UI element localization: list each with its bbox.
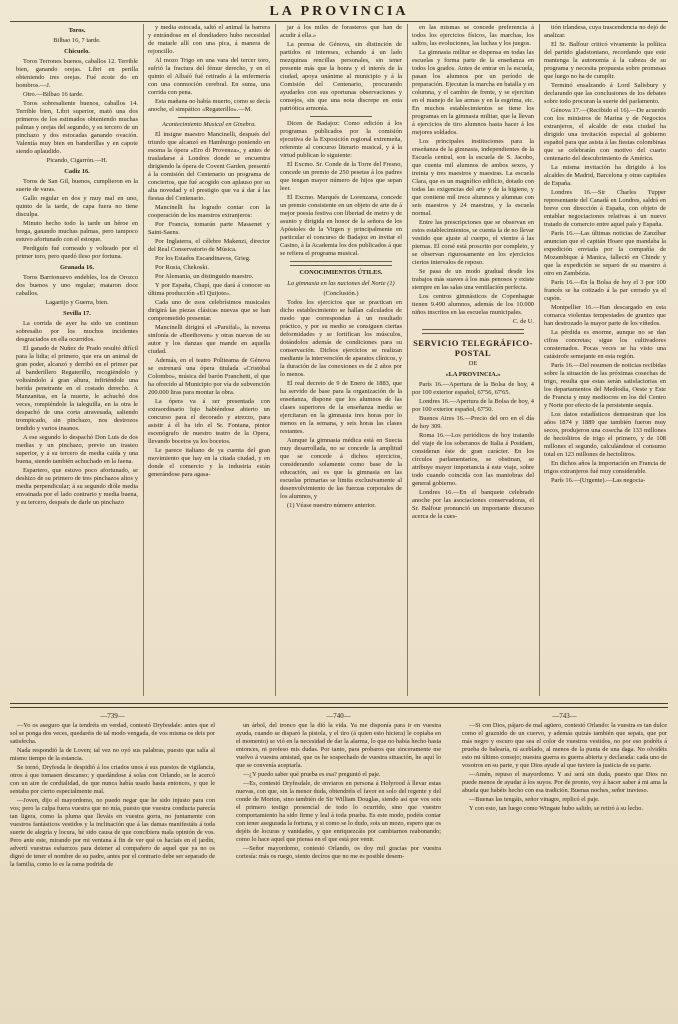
column-5	[544, 24, 666, 701]
feuilleton-divider	[10, 703, 668, 708]
paragraph: jar á los miles de forasteros que han de acudir á ella.»	[280, 24, 402, 39]
paragraph: La corrida de ayer ha sido un continuo sobresalto por los muchos incidentes desgraciados en ella ocurridos.	[16, 320, 138, 343]
paragraph: Perdiguín fué corneado y volteado por el primer toro, pero quedó ileso por fortuna.	[16, 245, 138, 260]
column-rule	[539, 24, 540, 696]
heading: Picando, Cigarròn.—H.	[46, 157, 108, 164]
paragraph: En dichos años la importación en Francia de trigos extranjeros fué muy considerable.	[544, 460, 666, 475]
feuilleton-paragraph: Nada respondió la de Loven; tal vez no oyó sus palabras, puesto que salía al mismo tiempo de la estancia.	[10, 747, 215, 762]
feuilleton-paragraph: —Buenas las tengáis, señor vinagre, replicó el paje.	[469, 796, 600, 803]
feuilleton-paragraph: —Señor mayordomo, contestó Orlando, os doy mil gracias por vuestra cortesía: más os ruego, siento decíros que no me es posible desem-	[236, 845, 441, 860]
paragraph: Londres 16.—Apertura de la Bolsa de hoy, 4 por 100 exterior español, 67'50.	[412, 398, 534, 413]
heading: La gimnasia en las naciones del Norte (1)	[287, 280, 395, 287]
heading: CONOCIMIENTOS ÚTILES.	[299, 269, 383, 276]
heading: «LA PROVINCIA.»	[445, 371, 501, 378]
paragraph: Los principales instituciones para la enseñanza de la gimnasia, independientes de la Escuela central, son la escuela de S. Jacobo, que cuenta mil alumnos de ambos sexos, y treinta y tres maestros y maestras. La escuela Clara, que es un magnífico edificio, dotado con todas las exigencias del arte y de la higiene, y que contiene mil trece alumnos y alumnas con seis maestros y 24 maestras, y la escuela normal.	[412, 138, 534, 217]
paragraph: El ganado de Nuñez de Prado resultó difícil para la lidia; el primero, que era un animal de gran poder, alcanzó y derribó en el primer par al banderillero Regaterillo, recogiéndolo y volteándolo á gran altura, infiriéndole una herida penetrante en el costado derecho. A Manzanitas, en la muerte, le achuchó dos veces, rompiéndole la taleguilla, en la otra le despachó de una corta atravesada, saliendo trompicado, sin pinchazo, nos destrozos tendido y varios insanos.	[16, 345, 138, 432]
paragraph: Además, en el teatro Politeama de Génova se estrenará una ópera titulada «Cristóbal Colombo», música del barón Franchetti, el que ha ofrecido al Municipio por vía de subvención 200.000 liras para montar la obra.	[148, 357, 270, 396]
paragraph: París 16.—Del resumen de noticias recibidas sobre la situación de las próximas cosechas de trigo, resulta que estas serán satisfactorias en los departamentos del Mediodía, Oeste y Este de Francia y muy mediocres en los del Centro y Norte por efecto de la persistente sequía.	[544, 362, 666, 409]
paragraph: Espartero, que estuvo poco afortunado, se deshizo de su primero de tres pinchazos altos y media perpendicular; á su segundo dióle media envainada por el lado contrario y media buena, y su tercero, después de darle un pinchazo	[16, 467, 138, 506]
paragraph: Buenos Aires 16.—Precio del oro en el día de hoy 309.	[412, 415, 534, 430]
paragraph: Por los Estados Escandinavos, Grieg.	[155, 255, 251, 262]
paragraph: París 16.—Apertura de la Bolsa de hoy, 4 por 100 exterior español, 67'56, 67'65.	[412, 381, 534, 396]
heading: SERVICIO TELEGRÁFICO-POSTAL	[413, 338, 533, 358]
paragraph: El Excmo. Marqués de Lorenzana, concede un premio consistente en un objeto de arte de á mejor poesía festiva con libertad de metro y de asunto y dirigida en honor de la señora de los Apóstoles de la Virgen y principalmente en particular el concurso de Badajoz en invitar el Casino, á la Academia los dos publicados á que se refiera el programa musical.	[280, 194, 402, 257]
feuilleton-page-number: —743—	[552, 712, 577, 720]
paragraph: en las mismas se concede preferencia á todos los ejercicios físicos, las marchas, los saltos, las evoluciones, las luchas y los juegos.	[412, 24, 534, 47]
paragraph: A ese segundo lo despachó Don Luis de dos medias y un pinchazo, previo un trasteo superior, y á su tercero de media caída y una buena, siendo también achuchado en la faena.	[16, 434, 138, 465]
paragraph: Mancinelli dirigirá el «Parsifal», la novena sinfonía de «Beethoven» y otras nuevas de su autor y los danzas que mande en aquella ciudad.	[148, 324, 270, 355]
paragraph: Los centros gimnásticos de Copenhague tienen 9.490 alumnos, además de los 10.000 niños inscritos en las escuelas municipales.	[412, 293, 534, 316]
heading: Sevilla 17.	[63, 310, 91, 317]
feuilleton-page-number: —739—	[100, 712, 125, 720]
article-columns	[16, 24, 668, 701]
paragraph: Entre las prescripciones que se observan en estos establecimientos, se cuenta la de no llevar vestido que ajuste al cuerpo, el vientre á las piernas. El corsé está proscrito por completo, y se observan rigurosamente en los ejercicios ciertos intervalos de reposo.	[412, 219, 534, 266]
paragraph: La ópera va á ser presentada con extraordinario lujo habiéndose abierto un concurso para el decorado y atrezzo, para asistir á él ha ido el Sr. Fontana, pintor escenógrafo de nuestro teatro de la Opera, llevando bocetos ya los bocetos.	[148, 398, 270, 445]
paragraph: y media estocada, saltó el animal la barrera y entrándose en el dondiadero hubo necesidad de matarle allí con una pica, á manera de rejoncillo.	[148, 24, 270, 55]
paragraph: Dicen de Badajoz: Como edición á los programas publicados por la comisión ejecutiva de la Exposición regional extremeña, referente al concurso literario musical, y á la virtud publican lo siguiente:	[280, 120, 402, 159]
feuilleton-paragraph: —Es, contestó Dryfesdale, de enviaros en persona á Holyrood á llevar estas nuevas, con que, sin la menor duda, obtendréis el favor en solo del regente y del conde de Morton, sino también de Sir William Douglas, siendo así que vos sois el primero testigo presencial de todo lo ocurrido, sino que vuestro comportamiento ha sido firme y leal á toda prueba. Es este modo, podéis contar con tener asegurada la fortuna, y si como se lo dudo, sois un mozo, espero que os dejéis de locuras y vanidades, y que enriquezcáis por cambiarnos reabonando; como lo hace aquel que piensa en el que está por venir.	[236, 780, 441, 843]
section-double-rule	[422, 329, 524, 334]
column-rule	[407, 24, 408, 696]
paragraph: Por Francia, tomarán parte Massenet y Saint-Saens.	[148, 221, 270, 236]
paragraph: El Excmo. Sr. Conde de la Torre del Fresno, concede un premio de 250 pesetas á los padres que tengan mayor número de hijos que sepan leer.	[280, 161, 402, 192]
paragraph: La pérdida es enorme, aunque no se dan cifras concretas; sigue los cultivadores consternados. Pocas veces se ha visto una catástrofe semejante en esta región.	[544, 329, 666, 360]
heading: Toros.	[68, 27, 86, 34]
paragraph: Toros de San Gil, buenos, cumplieron en la suerte de varas.	[16, 178, 138, 193]
paragraph: Toros Terrones buenos, caballos 12. Terrible bien, ganando orejas. Libri en perilla obteniendo tres orejas. Fué ecote do en hombros.—J.	[16, 58, 138, 89]
paragraph: Se pasa de un modo gradual desde los trabajos más suaves á los más penosos y existe siempre en las salas una ventilación perfecta.	[412, 268, 534, 291]
paragraph: El real decreto de 9 de Enero de 1883, que ha servido de base para la organización de la enseñanza, dispone que los alumnos de las clases superiores de la enseñanza media se ejercitaran en la gimnasia tres horas por lo menos en la semana, y seis horas las clases restantes.	[280, 380, 402, 435]
paragraph: El insigne maestro Mancinelli, después del triunfo que alcanzó en Hamburgo poniendo en escena la ópera «Ero di Provenza», y antes de trasladarse á Londres donde se encuentra dirigiendo la ópera de Covent Garden, presentó á la comisión del Centenario un programa de conciertos, que fué acogido con aplauso por su alta novedad y el prestigio que va á dar á las fiestas del Centenario.	[148, 131, 270, 202]
feuilleton-paragraph: Y con esto, tan luego como Wingate hubo salido, se retiró á su lecho.	[469, 805, 643, 812]
feuilleton-paragraph: —Si con Dios, pájaro de mal agüero, contestó Orlando: la vuestra es tan dulce como el graznido de un cuervo, y además quizás también que sepais, que por más negro y oscuro que sea el color de vuestros vestidos, no por eso podréis á prueba de balearía, ni aceblado, al menos de la punta de una daga. No olvidéis esto mi último consejo; nuestra guerra es guerra abierta y declarada: cada uno de vosotros en su parte, y que Dios ayude al que tuviere la justicia de su parte.	[462, 722, 667, 769]
heading: Granada 16.	[59, 264, 95, 271]
paragraph: Le parece italiano de ya cuenta del gran movimiento que hay en la citada ciudad, y en donde el comercio y la industria están generándose para agasa-	[148, 447, 270, 478]
paragraph: Esta mañana no había muerto, como se decía anoche, el simpático «Regaterillo».—M.	[148, 98, 270, 113]
paragraph: Terminó ensalzando á Lord Salisbury y declarando que las conclusiones de los debates sobre todo procuran la suerte del parlamento.	[544, 82, 666, 105]
paragraph: Montpellier 16.—Han descargado en esta comarca violentas tempestades de granizo que han destrozado la mayor parte de los viñedos.	[544, 304, 666, 327]
feuilleton-paragraph: Se tornó, Dryfesda le despidió á los criados unos á sus puestos de vigilancia, otros á que tomasen descanso; y quedándose á solas con Orlando, se le acercó con un aire de cordialidad, de que nunca había usado hasta entonces, y que le sentaba por cierto especialmente mal.	[10, 764, 215, 795]
paragraph: El Sr. Balfour criticó vivamente la política del partido gladstoniano, recordando que este mantenga la autonomía á la cabeza de su programa y necesita propuesta sobre promesas que luego no ha de cumplir.	[544, 41, 666, 80]
paragraph: Al mozo Trigo en una vara del tercer toro, sufrió la fractura del fémur derecho, y en el quinto el Albaíó fué retirado á la enfermería con una conmoción cerebral. En suma, una corrida con pena.	[148, 57, 270, 96]
paragraph: Por Alemania, un distinguido maestro.	[155, 273, 254, 280]
paragraph: Minuto hecho todo la tarde un héroe en brega, ganando muchas palmas, pero tampoco estuvo afortunado con el estoque.	[16, 220, 138, 243]
paragraph: Y por España, Chapí, que dará á conocer su última producción «El Quijote».	[148, 282, 270, 297]
section-rule	[310, 116, 372, 117]
paragraph: Por Rusia, Chekoski.	[155, 264, 209, 271]
paragraph: Toros Barrionuevo endebles, los de Orozco dos buenos y uno regular; mataron doce caballos.	[16, 274, 138, 297]
signature: C. de U.	[512, 318, 534, 325]
masthead	[0, 0, 678, 22]
paragraph: Mancinelli ha logrado contar con la cooperación de los maestros extranjeros:	[148, 204, 270, 219]
feuilleton-paragraph: —Yo os aseguro que la tendréis en verdad, contestó Dryfesdale: antes que el sol se ponga dos veces, quedaréis de tal modo vengada, de vos misma os deis por satisfecha.	[10, 722, 215, 745]
column-4	[412, 24, 534, 701]
paragraph: Los datos estadísticos demuestran que los años 1874 y 1889 que también fueron muy secos, produjeron una cosecha de 133 millones de hectolitros de trigo el primero, y de 108 millones el segundo, calculándose el consumo total en 123 millones de hectolitros.	[544, 411, 666, 458]
paragraph: Londres 16.—Sir Charles Tupper representante del Canadá en Londres, saldrá en breve con dirección á España, con objeto de entablar negociaciones relativas á un nuevo tratado de comercio entre aquel país y España.	[544, 189, 666, 228]
paragraph: Génova 17.—(Recibido el 16).—De acuerdo con los ministros de Marina y de Negocios extranjeros, el alcalde de esta ciudad ha dirigido una invitación especial al gobierno español para que asista á las fiestas colombinas que se celebrarán con motivo del cuarto centenario del descubrimiento de América.	[544, 107, 666, 162]
feuilleton-page-number: —740—	[326, 712, 351, 720]
paragraph: Otro.—Bilbao 16 tarde.	[23, 91, 84, 98]
feuilleton-column-2	[236, 712, 441, 1017]
paragraph: La misma invitación ha dirigido á los alcaldes de Madrid, Barcelona y otras capitales de España.	[544, 164, 666, 187]
section-double-rule	[290, 261, 392, 266]
column-2	[148, 24, 270, 701]
heading: DE	[468, 360, 478, 367]
heading: (Conclusión.)	[323, 290, 359, 297]
paragraph: La prensa de Génova, sin distinción de partidos ni intereses, echando á un lado mezquinas rencillas personales, sin tener presente más que la honra y el interés de la ciudad, apoya unánime al municipio y á la Comisión del Centenario, procurando ayudarles con sus oportunas observaciones y consejos, sin que una nota discrepe en esta patriótica armonía.	[280, 41, 402, 112]
paragraph: tión irlandesa, cuya trascendencia no dejó de analizar.	[544, 24, 666, 39]
feuilleton-paragraph: —Amén, repuso el mayordomo. Y así será sin duda, puesto que Dios no puede menos de ayudar á los suyos. Por de pronto, voy á hacer saber á mi ama la abuela que habéis hecho con esa tradición. Buenas noches, señor travieso.	[462, 771, 667, 794]
column-rule	[143, 24, 144, 696]
paragraph: Por Inglaterra, el célebre Makenzi, director del Real Conservatorio de Música.	[148, 238, 270, 253]
heading: Cadiz 16.	[64, 168, 90, 175]
column-rule	[275, 24, 276, 696]
feuilleton-column-1	[10, 712, 215, 1017]
library-watermark	[526, 900, 676, 1020]
paragraph: Roma 16.—Los periódicos de hoy tratando del viaje de los soberanos de Italia á Postdam, consideran éste de gran carácter. En los círculos parlamentarios, se obstinan, se atribuye mayor importancia á este viaje, sobre todo cuando coincida con las maniobras del general gobierno.	[412, 432, 534, 487]
feuilleton-paragraph: un árbol, del tronco que la dió la vida. Ya me disponía para ir en vuestra ayuda, cuando se disparó la pistola, y el tiro (á quien esto hiciera) le copiaba en el momento) se vió en la necesidad de dar la alarma, lo que no había hecho hasta entonces, ni profeso mis dudas. Por tanto, para probaros que sinceramente me vuelvo á vuestra amistad, que os he sospechado de vuestra situación, he aquí lo que se convenía aceptarla.	[236, 722, 441, 769]
paragraph: París 16.—(Urgente).—Las negocia-	[551, 477, 646, 484]
newspaper-title: LA PROVINCIA	[269, 4, 409, 19]
paragraph: La gimnasia militar se dispensa en todas las escuelas y forma parte de la enseñanza en todos los grados. Antes de entrar en la escuela, pasan los alumnos por un período de preparación. Ejecutan la marcha en batalla y en columna, y el cambio de frente, y se ejercitan en el manejo de las armas y en la esgrima, etc. En muchos establecimientos se tiene los programas en la gimnasia militar, que la llevan á ejercicios de tiro alumnos hasta hacer á los mejores soldados.	[412, 49, 534, 136]
paragraph: Toros sobresaliente buenos, caballos 14. Terrible bien, Libri superior, matò una dos primeros de los estimados obteniendo muchas palmas y orejas del segundo, y su tercero de un pinchazo y dos estocadas ganando ovación. Valentía muy bien en banderillas y en capote siendo aplaudido.	[16, 100, 138, 155]
feuilleton-paragraph: —¿Y puedo saber qué prueba es esa? preguntó el paje.	[243, 771, 381, 778]
paragraph: París 16.—Las últimas noticias de Zanzíbar anuncian que el capitán Hoare que mandaba la expedición enviada por la compañía de Mozambique á Manica, falleció en Chinde y que la expedición se separó de su maestro á otro en Zambézia.	[544, 230, 666, 277]
heading: Lagartijo y Guerra, bien.	[45, 299, 109, 306]
column-3	[280, 24, 402, 701]
paragraph: Londres 16.—En el banquete celebrado anoche por las asociaciones conservadoras, el Sr. Balfour pronunció un importante discurso acerca de la cues-	[412, 489, 534, 520]
column-1	[16, 24, 138, 701]
paragraph: Cada uno de esos celebrísimos musicales dirigirá las piezas clásicas nuevas que se han comprometido presentar.	[148, 299, 270, 322]
heading: Acontecimiento Musical en Ginebra.	[161, 121, 257, 128]
heading: Bilbao 16, 7 tarde.	[53, 37, 101, 44]
paragraph: (1) Véase nuestro número anterior.	[287, 502, 376, 509]
paragraph: Aunque la gimnasia médica está en Suecia muy desarrollada, no se concede la amplitud que se concede á dichos ejercicios, considerando solamente como base de la educación, así es que la gimnasia en las escuelas primarias se limita exclusivamente al desenvolvimiento de las fuerzas corporales de los alumnos, y	[280, 437, 402, 500]
feuilleton-paragraph: —Joven, dijo el mayordomo, no puedo negar que he sido injusto para con vos; pero la culpa fuera vuestra que no mía, puesto que vuestra conducta parecía tan ligera, como la pluma que lleváis en vuestra gorra, no juntamente con vuestros fantásticos vestidos y la inclinación que á las damas manifestáis á toda suerte de alegría y locura, hé sido causa de que concibiera mala opinión de vos. Pero ante este, mirando por mi ventana á fin de ver qué os hacíais en el jardín, advertí vuestras esfuerzos para detener al compañero de aquel que ya no os dignó de tener el nombre de su padre, antes por el contrario debe ser separado de la familia, como lo es la rama podrida de	[10, 797, 215, 868]
paragraph: Gallo regular en dos y muy mal en uno, quinto de la tarde, de capa fuera no tiene disculpa.	[16, 195, 138, 218]
section-rule	[178, 117, 240, 118]
paragraph: París 16.—En la Bolsa de hoy el 3 por 100 francés se ha cotizado á la par cerrado ya el cupón.	[544, 279, 666, 302]
masthead-rule	[10, 21, 668, 22]
paragraph: Todos los ejercicios que se practican en dicho establecimiento se hallan calculados de modo que correspondan á un resultado práctico, y por su medio se consiguen ciertas deformidades y se fortifican los músculos, dotándolos además de condiciones para su conservación. Dichos ejercicios se realizan mediante la intervención de aparatos clínicos, y la duración de las conexiones es de 2 años por lo menos.	[280, 299, 402, 378]
heading: Chicuelo.	[64, 48, 90, 55]
